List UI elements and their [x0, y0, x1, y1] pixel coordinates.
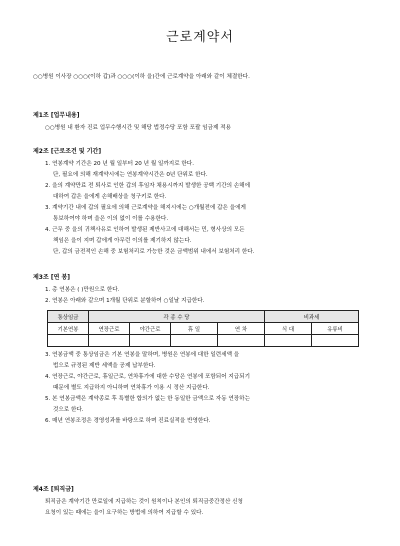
article-1-line: ○○병원 내 환자 진료 업무수행시간 및 해당 법정수당 포함 포괄 임금제 적용: [45, 125, 232, 131]
table-subheader-cell: 연장근로: [89, 323, 130, 335]
article-2-line: 책임은 을이 지며 갑에게 아무런 이의를 제기하지 않는다.: [53, 238, 192, 244]
table-header-cell: 각 종 수 당: [89, 311, 265, 323]
article-2-line: 단, 갑의 금전적인 손해 중 보험처리로 가능한 것은 금액범위 내에서 보험처리 한다.: [53, 249, 255, 255]
article-3-line: 5. 본 연봉금액은 계약종료 후 특별한 합의가 없는 한 동일한 금액으로 자동 연장하는: [45, 396, 250, 402]
article-2-heading: 제2조 [근로조건 및 기간]: [33, 148, 102, 155]
article-2: [33, 146, 373, 258]
article-2-line: 통보하여야 하며 을은 이의 없이 이를 수용한다.: [53, 216, 169, 222]
article-3-heading: 제3조 [연 봉]: [33, 274, 71, 281]
table-subheader-cell: 야간근로: [130, 323, 171, 335]
table-header-cell: 비과세: [265, 311, 359, 323]
article-3-line: 법으로 규정된 제반 세액을 공제 납부한다.: [53, 363, 156, 369]
article-2-line: 대하여 갑은 을에게 손해배상을 청구키로 한다.: [53, 194, 167, 200]
table-subheader-cell: 연 차: [218, 323, 265, 335]
article-2-line: 3. 계약기간 내에 갑의 필요에 의해 근로계약을 해지시에는 ○개월전에 갑은 을에게: [45, 205, 246, 211]
article-4: [33, 484, 373, 519]
article-4-line: 요청이 있는 때에는 을이 요구하는 방법에 의하여 지급할 수 있다.: [45, 510, 204, 516]
article-3-line: 1. 총 연봉은 ( )만원으로 한다.: [45, 287, 120, 293]
table-cell: [89, 335, 130, 347]
article-3-line: 6. 매년 연봉조정은 경영성과를 바탕으로 하며 진료실적을 반영한다.: [45, 418, 211, 424]
article-4-line: 퇴직금은 계약기간 만료일에 지급하는 것이 원칙이나 본인의 퇴직금중간정산 신청: [45, 499, 243, 505]
article-3-line: 때문에 별도 지급하지 아니하며 연차휴가 이용 시 정산 지급한다.: [53, 385, 210, 391]
article-3-line: 3. 연봉금액 중 통상임금은 기본 연봉을 말하며, 병원은 연봉에 대한 일련세액 을: [45, 352, 240, 358]
salary-table: [47, 310, 359, 347]
table-subheader-cell: 식 대: [265, 323, 312, 335]
article-2-line: 2. 을의 계약만료 전 퇴사로 인한 갑의 후임자 채용시까지 발생한 공백 기간의 손해에: [45, 183, 250, 189]
table-cell: [130, 335, 171, 347]
document-title: 근로계약서: [166, 30, 234, 45]
intro-text: ○○병원 이사장 ○○○(이하 갑)과 ○○○(이하 을)간에 근로계약을 아래와 같이 체결한다.: [33, 74, 250, 80]
article-2-line: 1. 연봉계약 기간은 20 년 월 일부터 20 년 월 일까지로 한다.: [45, 161, 194, 167]
article-3-line: 것으로 한다.: [53, 407, 84, 413]
table-subheader-cell: 휴 일: [171, 323, 218, 335]
article-2-line: 단, 필요에 의해 재계약시에는 연봉계약시간은 0년 단위로 한다.: [53, 172, 208, 178]
table-subheader-cell: 기본연봉: [48, 323, 89, 335]
article-2-line: 4. 근무 중 을의 귀책사유로 인하여 발생된 제반사고에 대해서는 민, 형사상의 모든: [45, 227, 245, 233]
article-3-line: 2. 연봉은 아래와 같으며 1개월 단위로 분할하여 ○일날 지급한다.: [45, 298, 205, 304]
table-cell: [265, 335, 312, 347]
table-cell: [48, 335, 89, 347]
article-3: [33, 272, 373, 427]
table-header-cell: 통상임금: [48, 311, 89, 323]
table-subheader-cell: 유류비: [312, 323, 359, 335]
article-1: [33, 110, 373, 134]
article-3-line: 4. 연장근로, 야간근로, 휴일근로, 연차휴가에 대한 수당은 연봉에 포함되어 지급되기: [45, 374, 250, 380]
table-cell: [171, 335, 218, 347]
table-row: [48, 335, 359, 347]
article-4-heading: 제4조 [퇴직금]: [33, 486, 74, 493]
table-cell: [218, 335, 265, 347]
article-1-heading: 제1조 [업무내용]: [33, 112, 80, 119]
table-cell: [312, 335, 359, 347]
